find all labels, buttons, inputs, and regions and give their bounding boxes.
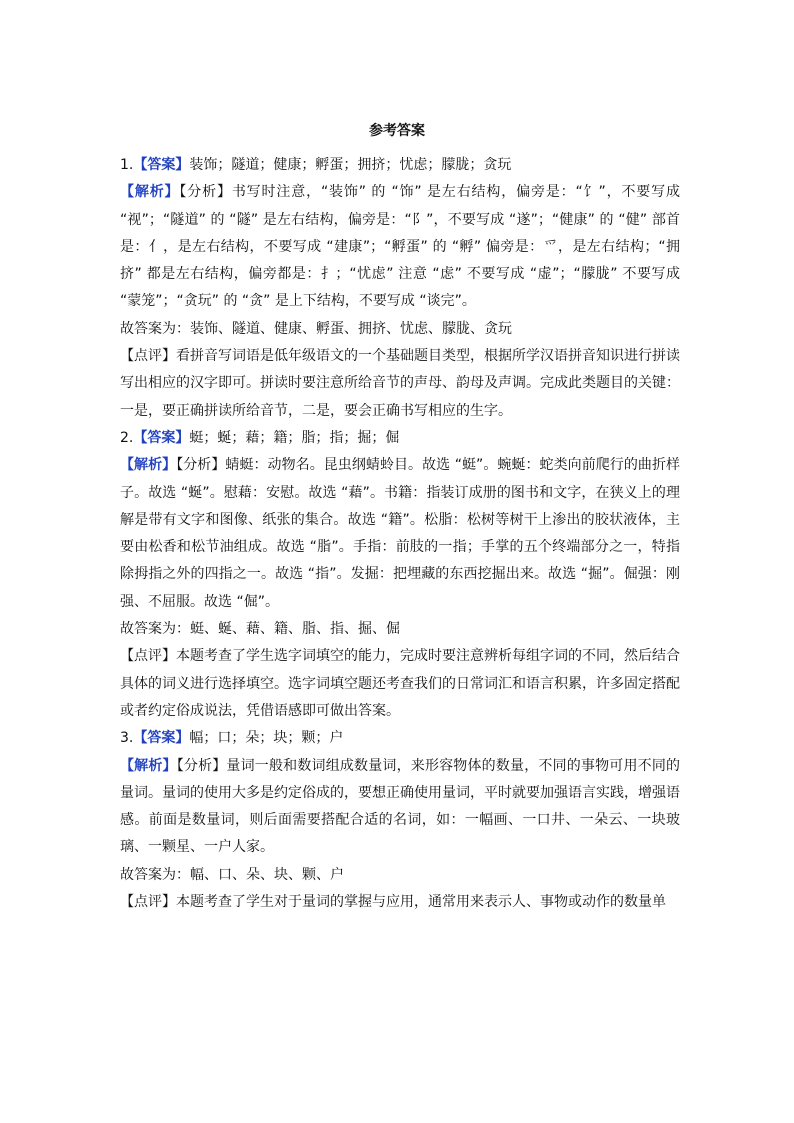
page-title: 参考答案 (369, 123, 425, 139)
q3-comment: 【点评】本题考查了学生对于量词的掌握与应用，通常用来表示人、事物或动作的数量单 (120, 894, 666, 911)
q1-analysis-tag: 【解析】 (120, 184, 180, 201)
q1-analysis-text: 【分析】书写时注意，“装饰” 的 “饰” 是左右结构，偏旁是：“饣”，不要写成 “视”；“隧道” 的 “隧” 是左右结构，偏旁是：“阝”，不要写成 “遂”；“健康” 的 “健” 部首是：亻，是左右结构，不要写成 “建康”；“孵蛋” 的 “孵” 偏旁是：爫，是左右结构；“拥挤” 都是左右结构，偏旁都是：扌；“忧虑” 注意 “虑” 不要写成 “虚”；“朦胧” 不要写成 “蒙笼”；“贪玩” 的 “贪” 是上下结构，不要写成 “谈完”。 (120, 184, 681, 310)
q1-comment: 【点评】看拼音写词语是低年级语文的一个基础题目类型，根据所学汉语拼音知识进行拼读写出相应的汉字即可。拼读时要注意所给音节的声母、韵母及声调。完成此类题目的关键：一是，要正确拼读所给音节，二是，要会正确书写相应的生字。 (120, 348, 680, 419)
q3-analysis-tag: 【解析】 (120, 757, 177, 774)
q2-answer-text: 蜓；蜒；藉；籍；脂；指；掘；倔 (189, 429, 400, 446)
q2-analysis (120, 452, 680, 616)
q3-analysis (120, 753, 680, 862)
q1-final-answer: 故答案为：装饰、隧道、健康、孵蛋、拥挤、忧虑、朦胧、贪玩 (120, 320, 512, 337)
q1-number: 1. (120, 157, 134, 173)
q2-final-answer: 故答案为：蜓、蜒、藉、籍、脂、指、掘、倔 (120, 621, 400, 638)
q1-answer (120, 152, 680, 179)
answer-content (120, 152, 680, 916)
q1-analysis (120, 179, 680, 315)
q2-analysis-text: 【分析】蜻蜓：动物名。昆虫纲蜻蛉目。故选 “蜓”。蜿蜒：蛇类向前爬行的曲折样子。故选 “蜒”。慰藉：安慰。故选 “藉”。书籍：指装订成册的图书和文字，在狭义上的理解是带有文字和图像、纸张的集合。故选 “籍”。松脂：松树等树干上渗出的胶状液体，主要由松香和松节油组成。故选 “脂”。手指：前肢的一指；手掌的五个终端部分之一，特指除拇指之外的四指之一。故选 “指”。发掘：把埋藏的东西挖掘出来。故选 “掘”。倔强：刚强、不屈服。故选 “倔”。 (120, 457, 680, 610)
q1-answer-tag: 【答案】 (133, 157, 190, 173)
q3-analysis-text: 【分析】量词一般和数词组成数量词，来形容物体的数量，不同的事物可用不同的量词。量词的使用大多是约定俗成的，要想正确使用量词，平时就要加强语言实践，增强语感。前面是数量词，则后面需要搭配合适的名词，如：一幅画、一口井、一朵云、一块玻璃、一颗星、一户人家。 (120, 757, 680, 856)
q3-number: 3. (120, 730, 134, 747)
q3-final-answer: 故答案为：幅、口、朵、块、颗、户 (120, 866, 344, 883)
q2-comment: 【点评】本题考查了学生选字词填空的能力，完成时要注意辨析每组字词的不同，然后结合具体的词义进行选择填空。选字词填空题还考查我们的日常词汇和语言积累，许多固定搭配或者约定俗成说法，凭借语感即可做出答案。 (120, 648, 680, 719)
q2-answer-tag: 【答案】 (133, 429, 190, 446)
q2-analysis-tag: 【解析】 (120, 457, 177, 474)
q3-answer-tag: 【答案】 (133, 730, 190, 747)
q3-answer-text: 幅；口；朵；块；颗；户 (189, 730, 344, 747)
q3-answer (120, 725, 680, 752)
q2-answer (120, 425, 680, 452)
q1-answer-text: 装饰；隧道；健康；孵蛋；拥挤；忧虑；朦胧；贪玩 (189, 157, 512, 173)
q2-number: 2. (120, 429, 134, 446)
